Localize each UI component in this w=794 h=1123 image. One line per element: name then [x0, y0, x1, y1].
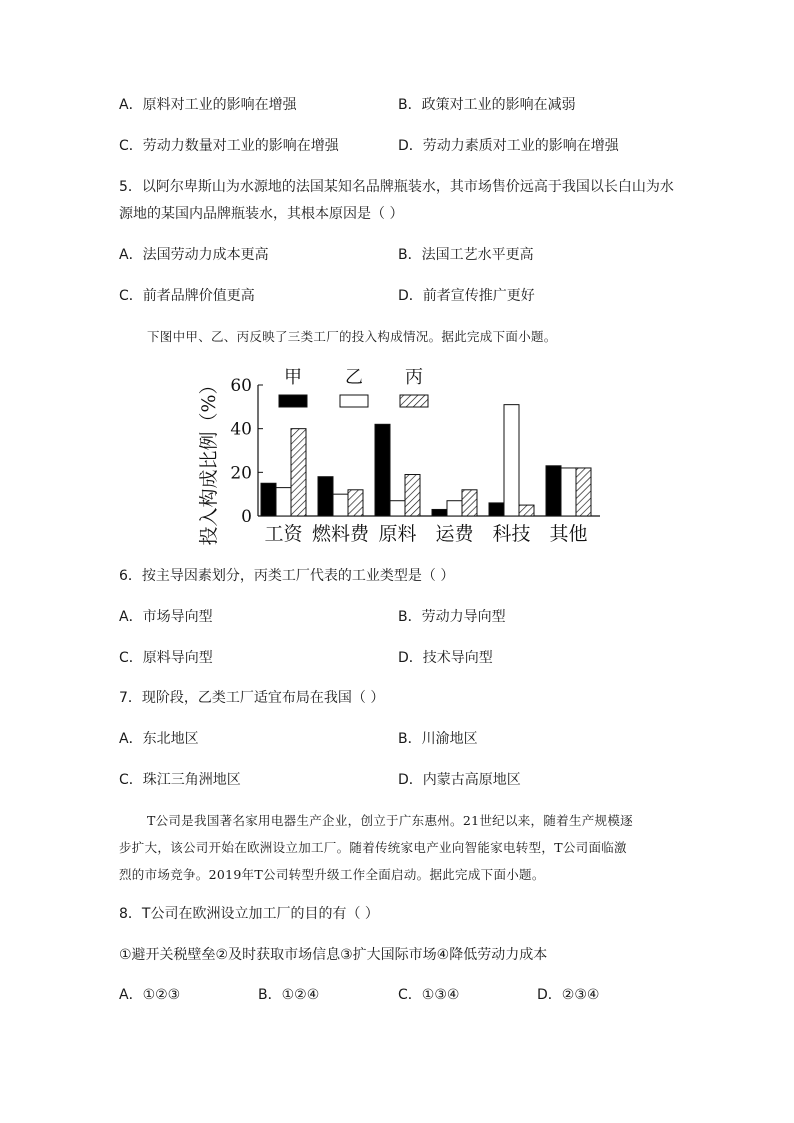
q5-stem-line1: 5．以阿尔卑斯山为水源地的法国某知名品牌瓶装水，其市场售价远高于我国以长白山为水 [119, 179, 674, 195]
legend-label: 乙 [345, 367, 363, 388]
q4-option-d: D．劳动力素质对工业的影响在增强 [398, 138, 619, 154]
bar-丙-其他 [576, 468, 591, 516]
q7-option-d: D．内蒙古高原地区 [398, 772, 521, 788]
bar-乙-其他 [561, 468, 576, 516]
q4-option-c: C．劳动力数量对工业的影响在增强 [119, 138, 339, 154]
bar-甲-运费 [432, 509, 447, 516]
bar-丙-工资 [291, 429, 306, 516]
bar-乙-运费 [447, 501, 462, 516]
x-tick-label: 科技 [492, 523, 531, 545]
bar-甲-燃料费 [318, 477, 333, 516]
bar-甲-原料 [375, 424, 390, 516]
y-axis-label: 投入构成比例（%） [198, 375, 220, 546]
y-tick-label: 60 [230, 376, 252, 396]
legend-swatch [340, 395, 368, 407]
q5-option-c: C．前者品牌价值更高 [119, 288, 255, 304]
x-tick-label: 燃料费 [311, 523, 370, 545]
q5-stem-line2: 源地的某国内品牌瓶装水，其根本原因是（ ） [119, 206, 404, 222]
q8-option-b: B．①②④ [258, 987, 320, 1003]
q5-option-a: A．法国劳动力成本更高 [119, 247, 269, 263]
input-composition-chart [195, 363, 605, 548]
chart-intro: 下图中甲、乙、丙反映了三类工厂的投入构成情况。据此完成下面小题。 [147, 329, 557, 344]
bar-甲-科技 [489, 503, 504, 516]
q8-items: ①避开关税壁垒②及时获取市场信息③扩大国际市场④降低劳动力成本 [119, 947, 548, 963]
bar-甲-其他 [546, 466, 561, 516]
q8-stem: 8．T公司在欧洲设立加工厂的目的有（ ） [119, 906, 379, 922]
q5-option-b: B．法国工艺水平更高 [398, 247, 534, 263]
legend-label: 甲 [284, 367, 302, 388]
bar-丙-燃料费 [348, 490, 363, 516]
q6-option-a: A．市场导向型 [119, 609, 213, 625]
q5-option-d: D．前者宣传推广更好 [398, 288, 535, 304]
x-tick-label: 运费 [435, 523, 474, 545]
y-tick-label: 0 [241, 507, 252, 527]
bar-甲-工资 [261, 483, 276, 516]
q6-option-c: C．原料导向型 [119, 650, 213, 666]
x-tick-label: 原料 [378, 523, 417, 545]
q7-option-b: B．川渝地区 [398, 731, 478, 747]
x-tick-label: 工资 [264, 523, 303, 545]
x-tick-label: 其他 [549, 523, 588, 545]
passage-line1: T公司是我国著名家用电器生产企业，创立于广东惠州。21世纪以来，随着生产规模逐 [147, 813, 633, 828]
q7-option-c: C．珠江三角洲地区 [119, 772, 241, 788]
bar-乙-科技 [504, 405, 519, 516]
bar-乙-工资 [276, 488, 291, 516]
legend-swatch [400, 395, 428, 407]
q8-option-c: C．①③④ [398, 987, 460, 1003]
bar-丙-科技 [519, 505, 534, 516]
q7-stem: 7．现阶段，乙类工厂适宜布局在我国（ ） [119, 690, 385, 706]
bar-丙-运费 [462, 490, 477, 516]
legend-label: 丙 [405, 367, 423, 388]
bar-乙-原料 [390, 501, 405, 516]
passage-line3: 烈的市场竞争。2019年T公司转型升级工作全面启动。据此完成下面小题。 [119, 867, 545, 882]
q6-option-b: B．劳动力导向型 [398, 609, 506, 625]
bar-丙-原料 [405, 475, 420, 516]
y-tick-label: 40 [230, 419, 252, 440]
y-tick-label: 20 [230, 463, 252, 484]
q8-option-d: D．②③④ [537, 987, 600, 1003]
q4-option-a: A．原料对工业的影响在增强 [119, 97, 297, 113]
q7-option-a: A．东北地区 [119, 731, 199, 747]
bar-乙-燃料费 [333, 494, 348, 516]
q8-option-a: A．①②③ [119, 987, 181, 1003]
q4-option-b: B．政策对工业的影响在减弱 [398, 97, 576, 113]
q6-stem: 6．按主导因素划分，丙类工厂代表的工业类型是（ ） [119, 568, 455, 584]
passage-line2: 步扩大，该公司开始在欧洲设立加工厂。随着传统家电产业向智能家电转型，T公司面临激 [119, 840, 627, 855]
q6-option-d: D．技术导向型 [398, 650, 493, 666]
legend-swatch [279, 395, 307, 407]
